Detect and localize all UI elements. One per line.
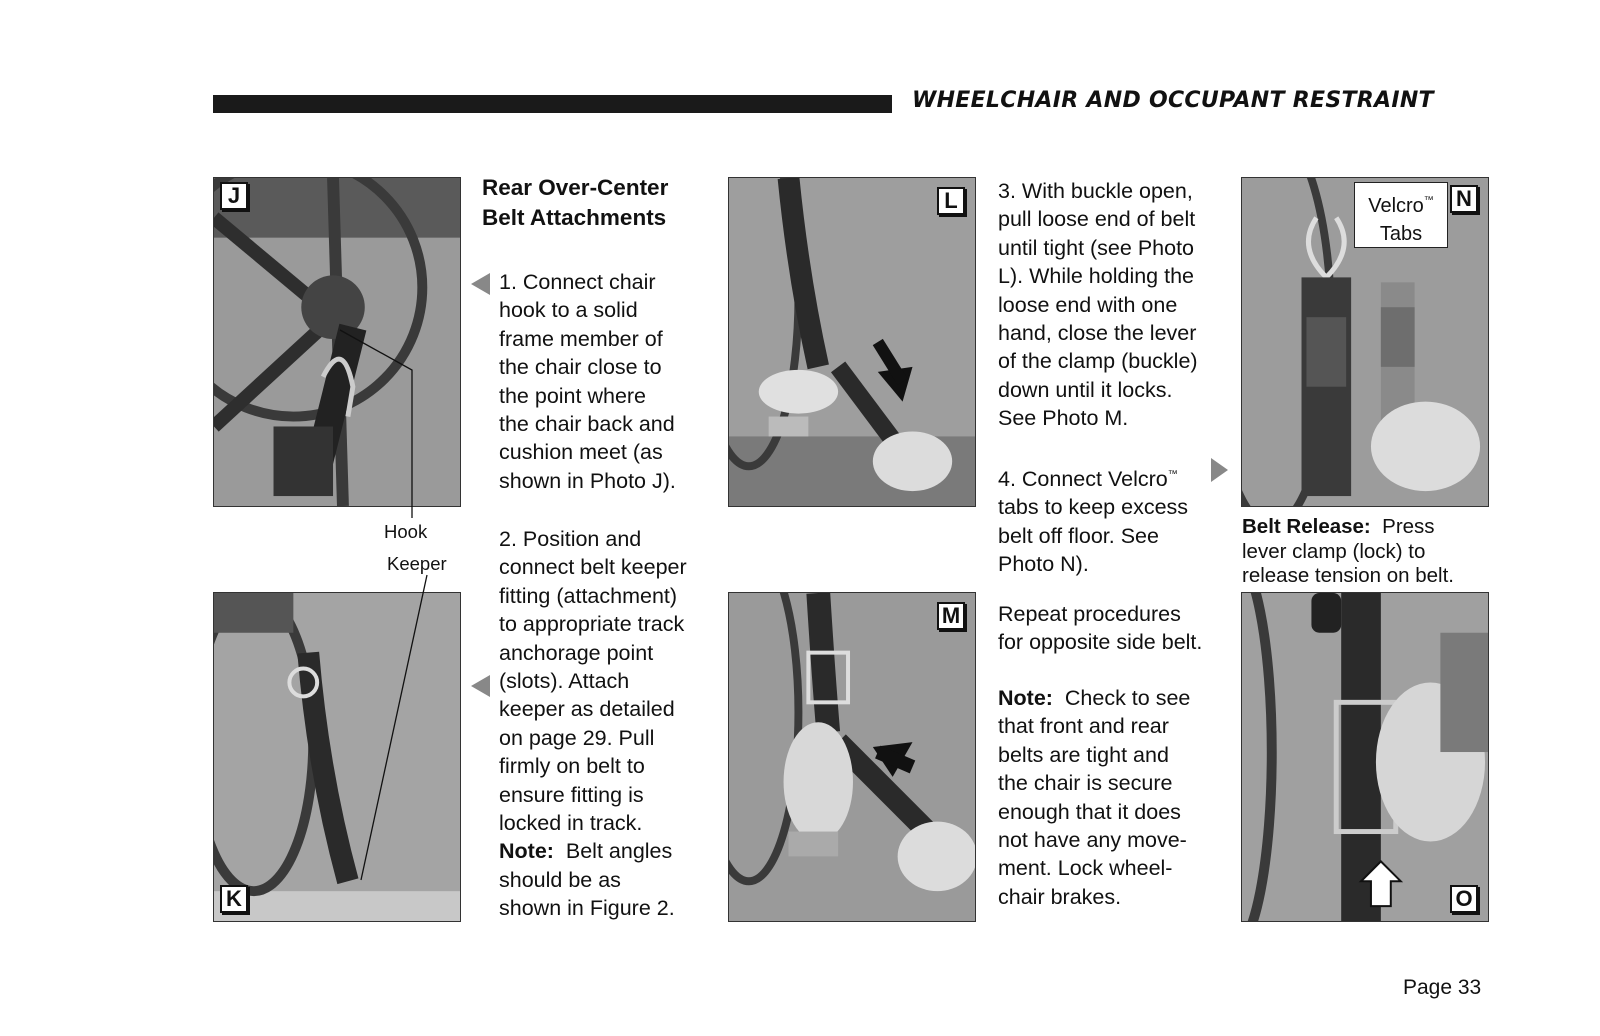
note-line: that front and rear bbox=[998, 714, 1169, 739]
step-3-line: until tight (see Photo bbox=[998, 235, 1195, 260]
step-1-line: cushion meet (as bbox=[499, 440, 663, 465]
note-line: the chair is secure bbox=[998, 771, 1173, 796]
photo-label-n: N bbox=[1450, 185, 1478, 213]
step-2-line: ensure fitting is bbox=[499, 782, 644, 807]
step-2-line: to appropriate track bbox=[499, 612, 685, 637]
step-2-line: on page 29. Pull bbox=[499, 725, 655, 750]
step-1-line: frame member of bbox=[499, 326, 663, 351]
note-line bbox=[998, 684, 1190, 712]
step-2-text bbox=[499, 525, 687, 923]
note-label: Note: bbox=[499, 839, 554, 864]
step-3-line: pull loose end of belt bbox=[998, 207, 1196, 232]
step-2-line: keeper as detailed bbox=[499, 697, 675, 722]
step-4-first: 4. Connect Velcro bbox=[998, 467, 1168, 491]
note-line bbox=[499, 837, 687, 865]
note-text: Check to see bbox=[1052, 686, 1191, 710]
note-label: Note: bbox=[998, 686, 1053, 710]
photo-m bbox=[728, 592, 976, 922]
step-2-line: firmly on belt to bbox=[499, 754, 645, 779]
step-1-line: shown in Photo J). bbox=[499, 468, 676, 493]
note-line: enough that it does bbox=[998, 799, 1181, 824]
step-3-text bbox=[998, 177, 1198, 433]
page-number: Page 33 bbox=[1403, 976, 1482, 999]
note-line: not have any move- bbox=[998, 828, 1187, 853]
trademark-symbol: ™ bbox=[1423, 195, 1434, 206]
step-1-line: 1. Connect chair bbox=[499, 270, 656, 294]
step-2-line: connect belt keeper bbox=[499, 555, 687, 580]
velcro-label: Velcro bbox=[1368, 195, 1424, 217]
note-text: Belt angles bbox=[553, 839, 673, 864]
step-2-line: 2. Position and bbox=[499, 527, 642, 551]
step-3-line: 3. With buckle open, bbox=[998, 179, 1193, 203]
photo-label-j: J bbox=[220, 182, 248, 210]
velcro-callout-line bbox=[1355, 187, 1447, 220]
photo-k bbox=[213, 592, 461, 922]
note-line: belts are tight and bbox=[998, 742, 1169, 767]
section-heading-line: Rear Over-Center bbox=[482, 175, 669, 200]
belt-release-text: Press bbox=[1370, 515, 1435, 538]
page-header-title: WHEELCHAIR AND OCCUPANT RESTRAINT bbox=[912, 88, 1434, 113]
photo-j bbox=[213, 177, 461, 507]
photo-l bbox=[728, 177, 976, 507]
step-1-line: the chair back and bbox=[499, 412, 675, 437]
note-line: ment. Lock wheel- bbox=[998, 856, 1173, 881]
step-3-line: See Photo M. bbox=[998, 406, 1129, 431]
photo-label-l: L bbox=[937, 187, 965, 215]
step-1-line: the chair close to bbox=[499, 355, 662, 380]
step-4-line: belt off floor. See bbox=[998, 523, 1159, 548]
step-3-line: loose end with one bbox=[998, 292, 1178, 317]
note-line: should be as bbox=[499, 867, 621, 892]
step-2-line: locked in track. bbox=[499, 811, 643, 836]
note-line: chair brakes. bbox=[998, 884, 1122, 909]
photo-o bbox=[1241, 592, 1489, 922]
repeat-line: Repeat procedures bbox=[998, 602, 1181, 626]
step-1-text bbox=[499, 268, 676, 495]
callout-keeper: Keeper bbox=[387, 553, 447, 574]
photo-label-o: O bbox=[1450, 885, 1478, 913]
step-4-line: Photo N). bbox=[998, 552, 1089, 577]
step-1-line: the point where bbox=[499, 383, 647, 408]
step-4-line: tabs to keep excess bbox=[998, 495, 1189, 520]
repeat-text bbox=[998, 600, 1202, 657]
step-3-line: of the clamp (buckle) bbox=[998, 349, 1198, 374]
step-3-line: hand, close the lever bbox=[998, 321, 1197, 346]
belt-release-line bbox=[1242, 515, 1454, 540]
belt-release-line: lever clamp (lock) to bbox=[1242, 539, 1426, 563]
belt-release-label: Belt Release: bbox=[1242, 515, 1371, 538]
step-2-line: anchorage point bbox=[499, 640, 654, 665]
photo-label-m: M bbox=[937, 602, 965, 630]
step-1-line: hook to a solid bbox=[499, 298, 638, 323]
note-2-text bbox=[998, 684, 1190, 911]
header-rule bbox=[213, 95, 892, 113]
repeat-line: for opposite side belt. bbox=[998, 630, 1203, 655]
step-3-line: down until it locks. bbox=[998, 377, 1173, 402]
velcro-tabs-callout bbox=[1354, 182, 1448, 248]
pointer-right-icon bbox=[1211, 458, 1228, 482]
step-2-line: fitting (attachment) bbox=[499, 583, 678, 608]
tabs-label: Tabs bbox=[1379, 223, 1423, 245]
step-3-line: L). While holding the bbox=[998, 264, 1194, 289]
step-2-line: (slots). Attach bbox=[499, 669, 630, 694]
step-4-text bbox=[998, 461, 1188, 579]
pointer-left-icon bbox=[471, 675, 490, 697]
callout-hook: Hook bbox=[384, 521, 428, 542]
step-4-line bbox=[998, 461, 1188, 493]
trademark-symbol: ™ bbox=[1167, 469, 1178, 480]
note-line: shown in Figure 2. bbox=[499, 896, 675, 921]
photo-label-k: K bbox=[220, 885, 248, 913]
section-heading bbox=[482, 173, 668, 233]
belt-release-line: release tension on belt. bbox=[1242, 564, 1454, 587]
belt-release-caption bbox=[1242, 515, 1454, 589]
pointer-left-icon bbox=[471, 273, 490, 295]
section-heading-line: Belt Attachments bbox=[482, 205, 667, 230]
